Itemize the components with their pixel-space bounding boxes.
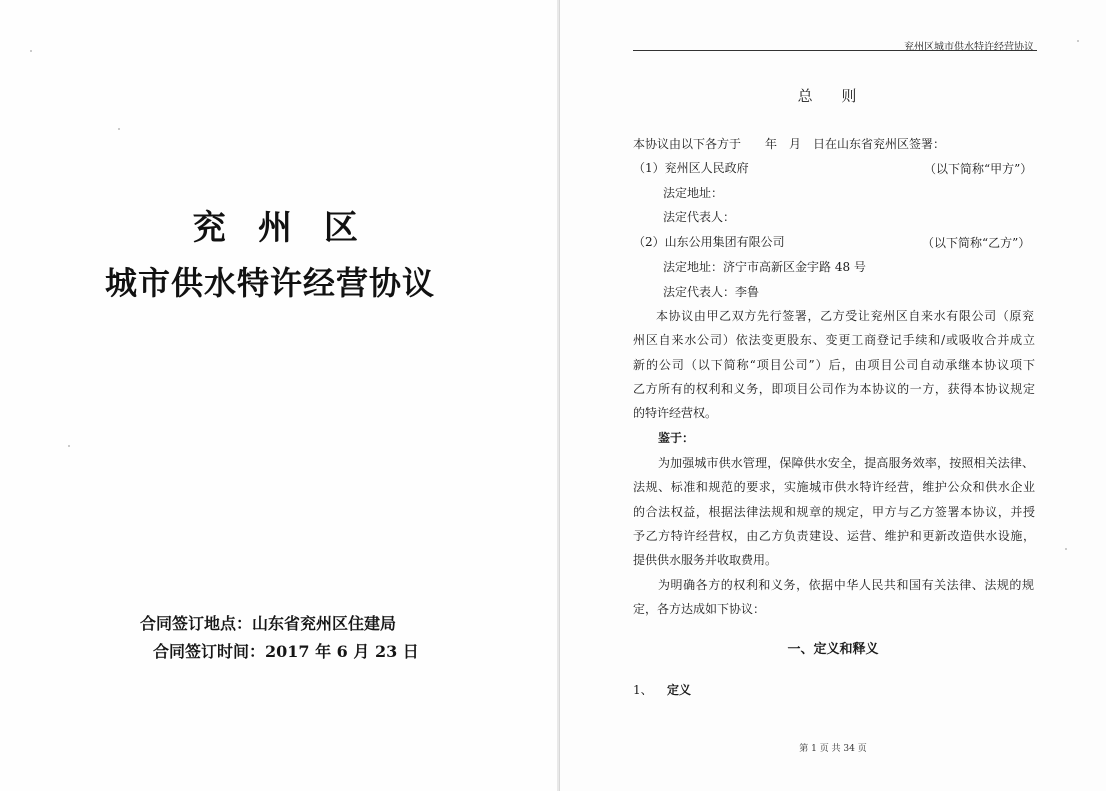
party-b-representative: 法定代表人：李鲁 [663, 285, 760, 299]
para2-line: 的合法权益，根据法律法规和规章的规定，甲方与乙方签署本协议，并授 [633, 505, 1035, 519]
para3-line: 定，各方达成如下协议： [633, 602, 766, 616]
cover-title-agreement: 城市供水特许经营协议 [104, 264, 435, 302]
para1-line: 的特许经营权。 [633, 406, 718, 420]
para1-line: 乙方所有的权利和义务，即项目公司作为本协议的一方，获得本协议规定 [633, 382, 1035, 396]
para1-line: 新的公司（以下简称“项目公司”）后，由项目公司自动承继本协议项下 [633, 358, 1035, 372]
scan-speck [1065, 548, 1067, 550]
para2-line: 予乙方特许经营权，由乙方负责建设、运营、维护和更新改造供水设施， [633, 529, 1035, 543]
party-b-name: （2）山东公用集团有限公司 [633, 235, 785, 249]
section-general-title: 总 则 [797, 87, 869, 105]
scan-speck [118, 128, 120, 130]
agreement-page-1 [560, 0, 1106, 791]
page-footer: 第 1 页 共 34 页 [799, 744, 867, 754]
para2-line: 法规、标准和规范的要求，实施城市供水特许经营，维护公众和供水企业 [633, 480, 1035, 494]
para1-line: 州区自来水公司）依法变更股东、变更工商登记手续和/或吸收合并成立 [633, 333, 1035, 347]
party-a-alias: （以下简称“甲方”） [924, 162, 1033, 176]
para2-line: 为加强城市供水管理，保障供水安全，提高服务效率，按照相关法律、 [658, 456, 1034, 470]
scan-speck [68, 445, 70, 447]
party-b-address: 法定地址：济宁市高新区金宇路 48 号 [663, 260, 866, 274]
signing-time: 合同签订时间：2017 年 6 月 23 日 [153, 642, 419, 661]
item-number: 1、 [633, 683, 653, 697]
party-a-representative: 法定代表人： [663, 210, 736, 224]
running-header: 兖州区城市供水特许经营协议 [904, 42, 1034, 53]
para1-line: 本协议由甲乙双方先行签署，乙方受让兖州区自来水有限公司（原兖 [656, 309, 1034, 323]
scan-speck [1077, 40, 1079, 42]
whereas-heading: 鉴于： [658, 431, 695, 445]
party-a-address: 法定地址： [663, 186, 724, 200]
intro-line: 本协议由以下各方于 年 月 日在山东省兖州区签署： [633, 137, 946, 151]
signing-place: 合同签订地点：山东省兖州区住建局 [140, 614, 397, 633]
para3-line: 为明确各方的权利和义务，依据中华人民共和国有关法律、法规的规 [658, 578, 1034, 592]
chapter-title: 一、定义和释义 [787, 642, 879, 657]
cover-title-district: 兖 州 区 [192, 208, 368, 248]
header-rule [633, 50, 1037, 51]
scan-speck [30, 50, 32, 52]
party-b-alias: （以下简称“乙方”） [922, 236, 1031, 250]
item-label: 定义 [667, 683, 692, 697]
para2-line: 提供供水服务并收取费用。 [633, 553, 778, 567]
party-a-name: （1）兖州区人民政府 [633, 161, 749, 175]
